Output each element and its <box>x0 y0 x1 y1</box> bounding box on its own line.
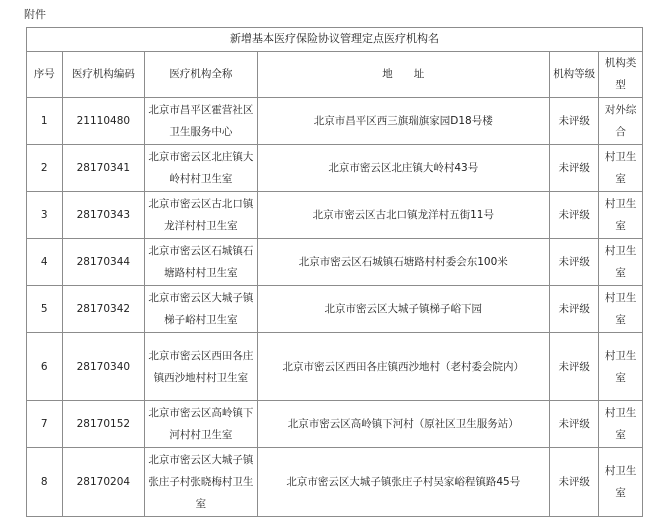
cell-seq: 8 <box>27 448 63 517</box>
cell-name: 北京市密云区高岭镇下河村村卫生室 <box>145 401 257 448</box>
cell-code: 28170344 <box>62 238 145 285</box>
cell-type: 村卫生室 <box>599 238 643 285</box>
header-name: 医疗机构全称 <box>145 51 257 97</box>
cell-name: 北京市昌平区霍营社区卫生服务中心 <box>145 97 257 144</box>
cell-name: 北京市密云区石城镇石塘路村村卫生室 <box>145 238 257 285</box>
table-row <box>27 401 643 448</box>
table-row <box>27 238 643 285</box>
cell-address: 北京市密云区石城镇石塘路村村委会东100米 <box>257 238 550 285</box>
table-row <box>27 285 643 332</box>
table-row <box>27 191 643 238</box>
cell-grade: 未评级 <box>550 401 599 448</box>
cell-grade: 未评级 <box>550 191 599 238</box>
cell-grade: 未评级 <box>550 285 599 332</box>
table-row <box>27 332 643 401</box>
cell-type: 对外综合 <box>599 97 643 144</box>
cell-address: 北京市昌平区西三旗瑞旗家园D18号楼 <box>257 97 550 144</box>
cell-seq: 6 <box>27 332 63 401</box>
cell-address: 北京市密云区北庄镇大岭村43号 <box>257 144 550 191</box>
cell-code: 21110480 <box>62 97 145 144</box>
cell-name: 北京市密云区古北口镇龙洋村村卫生室 <box>145 191 257 238</box>
table-header-row <box>27 51 643 97</box>
cell-grade: 未评级 <box>550 144 599 191</box>
table-row <box>27 448 643 517</box>
cell-name: 北京市密云区大城子镇张庄子村张晓梅村卫生室 <box>145 448 257 517</box>
cell-seq: 2 <box>27 144 63 191</box>
table-row <box>27 144 643 191</box>
cell-type: 村卫生室 <box>599 144 643 191</box>
cell-address: 北京市密云区西田各庄镇西沙地村（老村委会院内） <box>257 332 550 401</box>
cell-grade: 未评级 <box>550 448 599 517</box>
cell-type: 村卫生室 <box>599 191 643 238</box>
cell-address: 北京市密云区大城子镇张庄子村吴家峪程镇路45号 <box>257 448 550 517</box>
header-address: 地 址 <box>257 51 550 97</box>
cell-seq: 3 <box>27 191 63 238</box>
cell-seq: 4 <box>27 238 63 285</box>
header-code: 医疗机构编码 <box>62 51 145 97</box>
cell-type: 村卫生室 <box>599 332 643 401</box>
cell-name: 北京市密云区西田各庄镇西沙地村村卫生室 <box>145 332 257 401</box>
cell-code: 28170341 <box>62 144 145 191</box>
header-seq: 序号 <box>27 51 63 97</box>
cell-code: 28170340 <box>62 332 145 401</box>
cell-seq: 1 <box>27 97 63 144</box>
cell-code: 28170152 <box>62 401 145 448</box>
cell-seq: 5 <box>27 285 63 332</box>
cell-type: 村卫生室 <box>599 401 643 448</box>
cell-address: 北京市密云区古北口镇龙洋村五街11号 <box>257 191 550 238</box>
table-row <box>27 97 643 144</box>
header-type: 机构类型 <box>599 51 643 97</box>
header-grade: 机构等级 <box>550 51 599 97</box>
table-title-row <box>27 28 643 52</box>
attachment-label: 附件 <box>24 8 46 21</box>
cell-type: 村卫生室 <box>599 285 643 332</box>
cell-name: 北京市密云区大城子镇梯子峪村卫生室 <box>145 285 257 332</box>
cell-seq: 7 <box>27 401 63 448</box>
table-title: 新增基本医疗保险协议管理定点医疗机构名 <box>27 28 643 52</box>
cell-grade: 未评级 <box>550 238 599 285</box>
cell-grade: 未评级 <box>550 97 599 144</box>
cell-address: 北京市密云区高岭镇下河村（原社区卫生服务站） <box>257 401 550 448</box>
clinic-table <box>26 27 643 517</box>
cell-name: 北京市密云区北庄镇大岭村村卫生室 <box>145 144 257 191</box>
cell-code: 28170343 <box>62 191 145 238</box>
cell-grade: 未评级 <box>550 332 599 401</box>
cell-code: 28170204 <box>62 448 145 517</box>
cell-address: 北京市密云区大城子镇梯子峪下园 <box>257 285 550 332</box>
cell-code: 28170342 <box>62 285 145 332</box>
cell-type: 村卫生室 <box>599 448 643 517</box>
